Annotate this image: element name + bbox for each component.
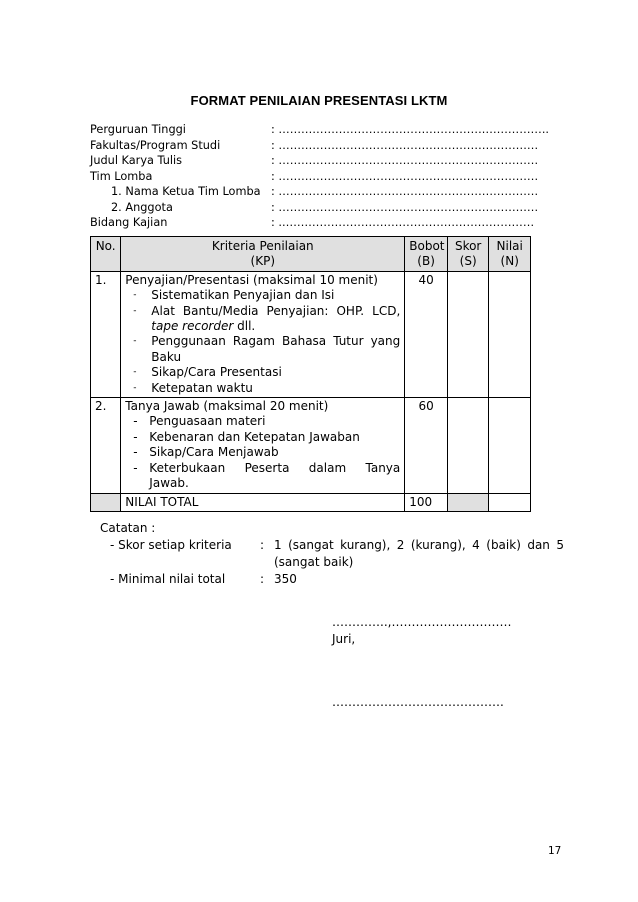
note-item: - Skor setiap kriteria : 1 (sangat kurang), 2 (kurang), 4 (baik) dan 5	[110, 538, 564, 552]
info-label: Fakultas/Program Studi	[90, 138, 221, 152]
nilai-cell[interactable]	[489, 398, 531, 493]
info-label: Tim Lomba	[90, 169, 153, 183]
signature-name-line: …………………………………….	[332, 695, 504, 709]
criteria-item: - Alat Bantu/Media Penyajian: OHP. LCD, tape recorder dll.	[133, 303, 401, 334]
table-row	[91, 271, 531, 397]
note-item-cont: (sangat baik)	[274, 555, 354, 569]
criteria-item: - Sikap/Cara Presentasi	[133, 365, 282, 380]
bobot-cell: 40	[405, 271, 448, 397]
info-value: : ..…………………………………………………………	[271, 216, 535, 229]
criteria-item: - Penggunaan Ragam Bahasa Tutur yang Baku	[133, 334, 401, 364]
criteria-item: - Keterbukaan Peserta dalam Tanya Jawab.	[133, 460, 401, 491]
info-label: Judul Karya Tulis	[90, 154, 183, 167]
criteria-item: - Penguasaan materi	[133, 414, 266, 429]
criteria-item: - Kebenaran dan Ketepatan Jawaban	[133, 429, 360, 444]
info-label: Bidang Kajian	[90, 216, 168, 229]
info-value: : ……………………………………………………………	[271, 138, 539, 152]
total-nilai-cell[interactable]	[489, 493, 531, 511]
row-number: 2.	[91, 398, 121, 493]
criteria-heading: Penyajian/Presentasi (maksimal 10 menit)	[125, 272, 378, 287]
header-no: No.	[91, 237, 121, 272]
notes-block	[100, 520, 570, 588]
header-kriteria: Kriteria Penilaian (KP)	[121, 237, 405, 272]
info-row	[90, 169, 539, 185]
criteria-item: - Sikap/Cara Menjawab	[133, 445, 279, 460]
criteria-table	[90, 236, 531, 512]
info-label: 1. Nama Ketua Tim Lomba	[111, 185, 261, 198]
nilai-cell[interactable]	[489, 271, 531, 397]
note-item: - Minimal nilai total : 350	[110, 572, 297, 586]
criteria-item: - Sistematikan Penyajian dan Isi	[133, 288, 335, 303]
info-label: 2. Anggota	[111, 200, 173, 214]
total-bobot: 100	[405, 493, 448, 511]
info-value: : ……………………………………………….……………..	[271, 123, 549, 136]
info-row	[90, 200, 539, 216]
note-value: 1 (sangat kurang), 2 (kurang), 4 (baik) dan 5	[274, 538, 564, 552]
info-value: : ……………………………………………………………	[271, 200, 539, 214]
row-number: 1.	[91, 271, 121, 397]
total-row	[91, 493, 531, 511]
info-row	[90, 215, 535, 231]
criteria-cell	[121, 271, 405, 397]
criteria-cell	[121, 398, 405, 493]
info-label: Perguruan Tinggi	[90, 123, 186, 136]
total-skor-cell	[447, 493, 489, 511]
header-skor: Skor (S)	[447, 237, 489, 272]
page-number: 17	[548, 845, 562, 857]
header-nilai: Nilai (N)	[489, 237, 531, 272]
info-row	[90, 153, 539, 169]
total-label: NILAI TOTAL	[121, 493, 405, 511]
info-value: : ……………………………………………………………	[271, 185, 539, 198]
info-value: : ……………………………………………………………	[271, 154, 539, 167]
criteria-item: - Ketepatan waktu	[133, 380, 253, 395]
juri-label: Juri,	[332, 632, 356, 646]
header-bobot: Bobot (B)	[405, 237, 448, 272]
info-value: : ……………………………………………………………	[271, 169, 539, 183]
info-row	[90, 184, 539, 200]
page-title: FORMAT PENILAIAN PRESENTASI LKTM	[190, 93, 448, 108]
skor-cell[interactable]	[447, 398, 489, 493]
notes-heading: Catatan :	[100, 521, 156, 535]
identity-block	[90, 122, 549, 231]
skor-cell[interactable]	[447, 271, 489, 397]
bobot-cell: 60	[405, 398, 448, 493]
total-empty-cell	[91, 493, 121, 511]
table-header-row	[91, 237, 531, 272]
place-date-line: …………..,…………………………	[332, 615, 512, 629]
info-row	[90, 138, 539, 154]
criteria-heading: Tanya Jawab (maksimal 20 menit)	[125, 399, 329, 414]
table-row	[91, 398, 531, 493]
info-row	[90, 122, 549, 138]
